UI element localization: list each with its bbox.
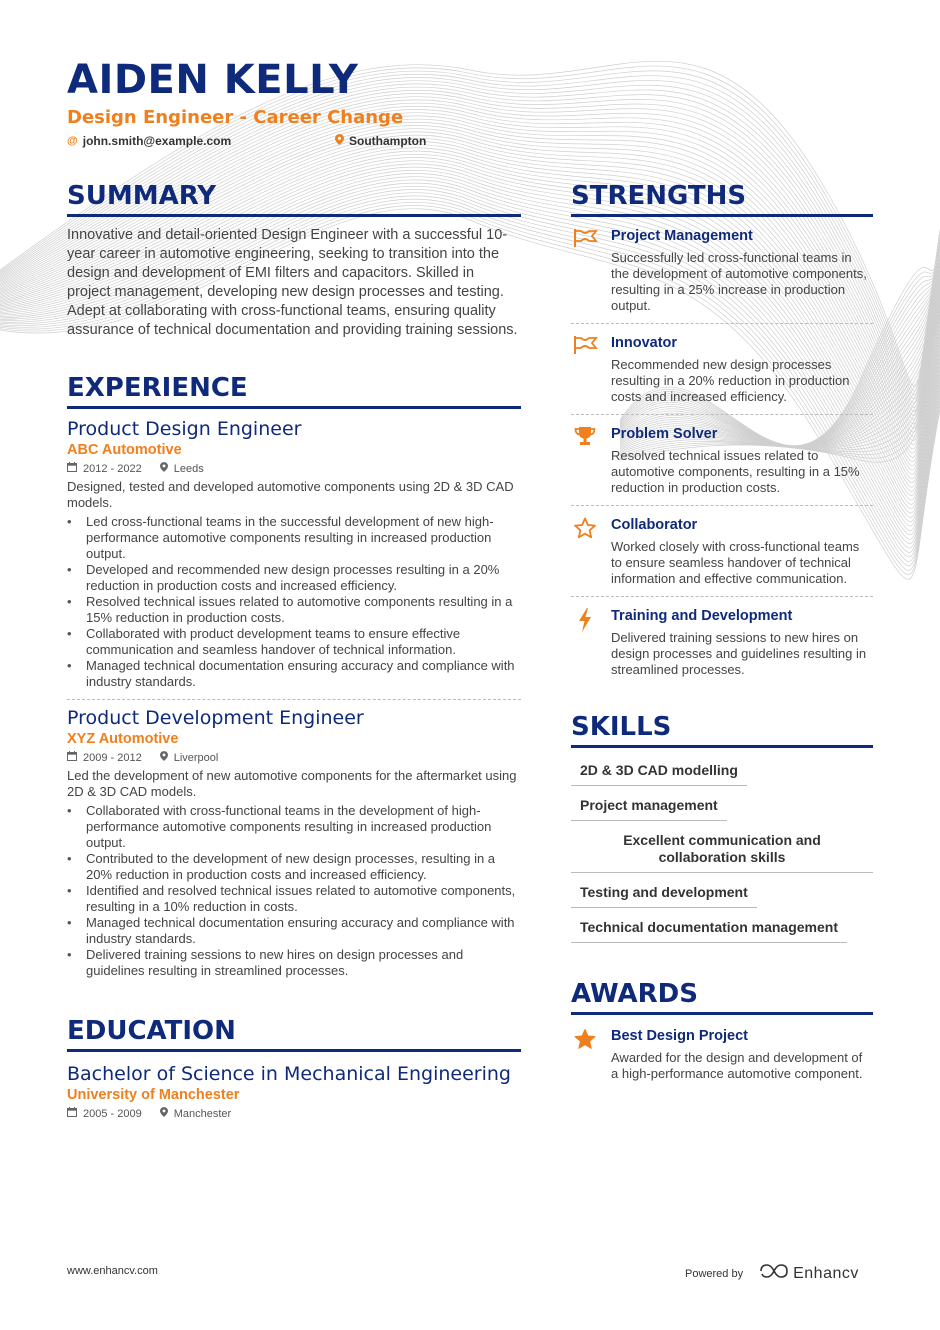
job-location: Leeds — [173, 462, 204, 475]
job-entry — [67, 706, 521, 979]
education-meta — [67, 1107, 521, 1120]
skill-tag: Project management — [571, 791, 727, 821]
strength-description: Recommended new design processes resulting in a 20% reduction in production costs and increased efficiency. — [611, 357, 850, 404]
resume-header — [67, 56, 426, 148]
education-heading: EDUCATION — [67, 1015, 521, 1052]
strength-title: Training and Development — [611, 608, 793, 624]
strength-item — [571, 597, 873, 687]
job-description: Led the development of new automotive components for the aftermarket using 2D & 3D CAD models. — [67, 768, 517, 799]
candidate-name: AIDEN KELLY — [67, 57, 359, 103]
location-pin-icon — [160, 462, 168, 475]
experience-section — [67, 372, 521, 979]
contact-email[interactable] — [67, 134, 335, 148]
star-filled-icon — [571, 1027, 598, 1082]
contact-row — [67, 134, 426, 148]
flag-icon — [571, 227, 598, 314]
strength-item — [571, 415, 873, 506]
summary-heading: SUMMARY — [67, 180, 521, 217]
powered-by-label: Powered by — [685, 1267, 744, 1280]
bullet-item: • Collaborated with product development teams to ensure effective communication and seamless handover of technical information. — [67, 626, 521, 658]
location-text: Southampton — [349, 134, 427, 148]
strength-title: Innovator — [611, 335, 678, 351]
strength-title: Project Management — [611, 228, 753, 244]
enhancv-logo-text: Enhancv — [793, 1264, 859, 1282]
email-text: john.smith@example.com — [82, 134, 232, 148]
award-title: Best Design Project — [611, 1028, 748, 1044]
location-pin-icon — [160, 751, 168, 764]
education-section — [67, 1015, 521, 1120]
bullet-item: • Led cross-functional teams in the successful development of new high-performance automotive components resulting in increased production output. — [67, 514, 521, 562]
star-outline-icon — [571, 516, 598, 587]
school-name: University of Manchester — [67, 1087, 240, 1103]
flag-icon — [571, 334, 598, 405]
footer-branding — [685, 1263, 859, 1284]
job-description: Designed, tested and developed automotive components using 2D & 3D CAD models. — [67, 479, 514, 510]
summary-text: Innovative and detail-oriented Design Engineer with a successful 10-year career in automotive engineering, seeking to transition into the design and development of EMI filters and capacitors. Skilled in project management, developing new design processes and testing. Adept at collaborating with cross-functional teams, ensuring quality assurance of technical documentation and providing training sessions. — [67, 227, 518, 338]
enhancv-logo-icon — [759, 1263, 789, 1284]
awards-section — [571, 978, 873, 1082]
contact-location — [335, 134, 426, 148]
enhancv-logo[interactable] — [759, 1263, 859, 1284]
award-description: Awarded for the design and development of a high-performance automotive component. — [611, 1050, 863, 1081]
skill-tag: Testing and development — [571, 878, 757, 908]
left-column — [67, 180, 521, 1120]
job-bullets — [67, 514, 521, 690]
calendar-icon — [67, 462, 77, 475]
right-column — [571, 180, 873, 1082]
job-bullets — [67, 803, 521, 979]
education-location: Manchester — [173, 1107, 232, 1120]
strength-description: Worked closely with cross-functional teams to ensure seamless handover of technical information and effective communication. — [611, 539, 860, 586]
footer-website[interactable]: www.enhancv.com — [67, 1265, 158, 1277]
location-pin-icon — [160, 1107, 168, 1120]
location-pin-icon — [335, 134, 344, 148]
skill-tag: Technical documentation management — [571, 913, 847, 943]
skill-tag: 2D & 3D CAD modelling — [571, 756, 747, 786]
at-icon: @ — [67, 135, 78, 147]
awards-heading: AWARDS — [571, 978, 873, 1015]
bullet-item: • Managed technical documentation ensuring accuracy and compliance with industry standards. — [67, 658, 521, 690]
strengths-heading: STRENGTHS — [571, 180, 873, 217]
job-entry — [67, 417, 521, 690]
skill-tag: Excellent communication and collaboration skills — [571, 826, 873, 873]
summary-section — [67, 180, 521, 340]
skills-heading: SKILLS — [571, 711, 873, 748]
job-dates: 2009 - 2012 — [83, 751, 142, 764]
degree-title: Bachelor of Science in Mechanical Engineering — [67, 1063, 511, 1085]
job-title: Product Development Engineer — [67, 707, 364, 729]
job-title: Product Design Engineer — [67, 418, 302, 440]
strength-item — [571, 217, 873, 324]
experience-heading: EXPERIENCE — [67, 372, 521, 409]
strength-title: Problem Solver — [611, 426, 718, 442]
job-meta — [67, 462, 521, 475]
bullet-item: • Resolved technical issues related to automotive components resulting in a 15% reduction in production costs. — [67, 594, 521, 626]
award-item — [571, 1027, 873, 1082]
skills-section — [571, 711, 873, 948]
skills-list — [571, 756, 873, 948]
company-name: XYZ Automotive — [67, 731, 179, 747]
calendar-icon — [67, 751, 77, 764]
strengths-section — [571, 180, 873, 687]
strength-description: Resolved technical issues related to automotive components, resulting in a 15% reduction in production costs. — [611, 448, 860, 495]
trophy-icon — [571, 425, 598, 496]
bullet-item: • Collaborated with cross-functional teams in the development of high-performance automotive components resulting in increased production output. — [67, 803, 521, 851]
strength-description: Delivered training sessions to new hires on design processes and guidelines resulting in streamlined processes. — [611, 630, 867, 677]
candidate-title: Design Engineer - Career Change — [67, 107, 404, 128]
job-divider — [67, 699, 521, 700]
strength-description: Successfully led cross-functional teams in the development of automotive components, resulting in a 25% increase in production output. — [611, 250, 867, 313]
strength-title: Collaborator — [611, 517, 698, 533]
calendar-icon — [67, 1107, 77, 1120]
strength-item — [571, 506, 873, 597]
bullet-item: • Contributed to the development of new design processes, resulting in a 20% reduction in production costs and increased efficiency. — [67, 851, 521, 883]
strength-item — [571, 324, 873, 415]
job-dates: 2012 - 2022 — [83, 462, 142, 475]
company-name: ABC Automotive — [67, 442, 182, 458]
bullet-item: • Identified and resolved technical issues related to automotive components, resulting in a 10% reduction in costs. — [67, 883, 521, 915]
job-meta — [67, 751, 521, 764]
job-location: Liverpool — [173, 751, 219, 764]
education-dates: 2005 - 2009 — [83, 1107, 142, 1120]
bullet-item: • Delivered training sessions to new hires on design processes and guidelines resulting in streamlined processes. — [67, 947, 521, 979]
lightning-icon — [571, 607, 598, 678]
bullet-item: • Managed technical documentation ensuring accuracy and compliance with industry standards. — [67, 915, 521, 947]
bullet-item: • Developed and recommended new design processes resulting in a 20% reduction in production costs and increased efficiency. — [67, 562, 521, 594]
